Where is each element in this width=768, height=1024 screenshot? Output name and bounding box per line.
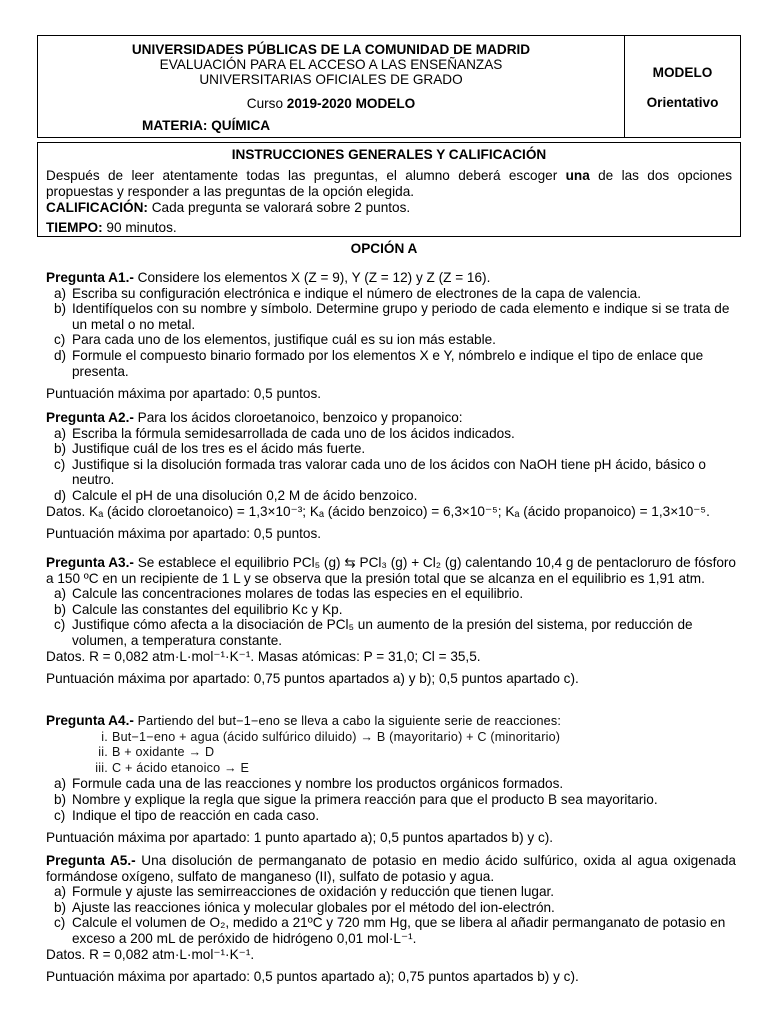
question-a4 [46,713,736,846]
item-text: Escriba la fórmula semidesarrollada de cada uno de los ácidos indicados. [72,425,515,441]
question-intro [46,853,736,884]
question-intro-text: Para los ácidos cloroetanoico, benzoico y propanoico: [133,410,463,425]
header-box [37,35,741,138]
list-item [46,792,736,808]
score-line: Puntuación máxima por apartado: 0,5 puntos. [46,386,322,402]
question-intro-text: Partiendo del but−1−eno se lleva a cabo la siguiente serie de reacciones: [133,714,562,728]
grading-text: Cada pregunta se valorará sobre 2 puntos. [147,200,411,215]
list-item [46,301,736,332]
question-intro-text: Se establece el equilibrio PCl₅ (g) ⇆ PCl₃ (g) + Cl₂ (g) calentando 10,4 g de pentacloruro de fósforo a 150 ºC en un recipiente de 1 L y se observa que la presión total que se alcanza en el equilibrio es 1,91 atm. [46,555,736,586]
grading-label: CALIFICACIÓN: [46,200,148,215]
item-text: Indique el tipo de reacción en cada caso. [72,807,320,823]
question-label: Pregunta A2.- [46,410,134,425]
item-letter: d) [54,487,67,503]
reaction-item [46,730,736,746]
reaction-item [46,745,736,761]
grading-line [38,200,740,216]
item-text: Formule y ajuste las semirreacciones de oxidación y reducción que tienen lugar. [72,884,555,900]
list-item [46,808,736,824]
item-letter: a) [54,285,67,301]
item-text: Identifíquelos con su nombre y símbolo. Determine grupo y periodo de cada elemento e indique si se trata de un metal o no metal. [72,301,730,332]
item-text: Nombre y explique la regla que sigue la primera reacción para que el producto B sea mayoritario. [72,791,658,807]
question-intro [46,555,736,586]
list-item [46,586,736,602]
item-text: Justifique cómo afecta a la disociación de PCl₅ un aumento de la presión del sistema, por reducción de volumen, a temperatura constante. [72,617,693,648]
instructions-text-bold: una [565,168,590,183]
header-right-cell [625,36,740,137]
data-line: Datos. R = 0,082 atm·L·mol⁻¹·K⁻¹. Masas atómicas: P = 31,0; Cl = 35,5. [46,648,481,664]
instructions-text-b: de las dos opciones propuestas y responder a las preguntas de la opción elegida. [46,168,732,199]
reaction-item [46,761,736,777]
time-line [38,220,740,236]
exam-title-line1: EVALUACIÓN PARA EL ACCESO A LAS ENSEÑANZAS [159,57,503,72]
item-letter: c) [54,807,66,823]
list-item [46,426,736,442]
item-letter: c) [54,332,66,348]
item-text: Ajuste las reacciones iónica y molecular globales por el método del ion-electrón. [72,899,555,915]
course-line [38,96,624,111]
item-letter: b) [54,301,67,317]
instructions-box [37,142,741,237]
list-item [46,900,736,916]
option-title: OPCIÓN A [350,241,418,256]
item-letter: c) [54,915,66,931]
reaction-number: iii. [95,760,108,775]
item-text: Calcule las constantes del equilibrio Kc y Kp. [72,601,343,617]
item-text: Justifique cuál de los tres es el ácido más fuerte. [72,441,366,457]
score-line: Puntuación máxima por apartado: 0,5 puntos apartado a); 0,75 puntos apartados b) y c). [46,969,579,985]
reaction-number: ii. [98,745,108,760]
reaction-text: But−1−eno + agua (ácido sulfúrico diluido) → B (mayoritario) + C (minoritario) [112,729,561,744]
subject-label: MATERIA: QUÍMICA [142,118,271,133]
score-line: Puntuación máxima por apartado: 1 punto apartado a); 0,5 puntos apartados b) y c). [46,830,554,846]
item-text: Escriba su configuración electrónica e indique el número de electrones de la capa de valencia. [72,285,642,301]
header-left-cell [38,36,625,137]
item-text: Justifique si la disolución formada tras valorar cada uno de los ácidos con NaOH tiene pH ácido, básico o neutro. [72,456,706,488]
list-item [46,457,736,488]
question-intro [46,713,736,730]
question-intro [46,410,736,426]
list-item [46,617,736,648]
model-label: MODELO [652,65,713,80]
time-text: 90 minutos. [102,220,177,235]
university-title: UNIVERSIDADES PÚBLICAS DE LA COMUNIDAD DE MADRID [131,42,531,57]
reaction-number: i. [101,729,108,744]
item-letter: a) [54,586,67,602]
item-letter: a) [54,776,67,792]
question-intro-text: Considere los elementos X (Z = 9), Y (Z = 12) y Z (Z = 16). [133,270,491,285]
list-item [46,332,736,348]
list-item [46,884,736,900]
reaction-text: B + oxidante → D [112,745,215,760]
item-text: Calcule las concentraciones molares de todas las especies en el equilibrio. [72,586,524,602]
item-text: Calcule el pH de una disolución 0,2 M de ácido benzoico. [72,487,418,503]
score-line: Puntuación máxima por apartado: 0,75 puntos apartados a) y b); 0,5 puntos apartado c). [46,671,579,687]
data-line: Datos. R = 0,082 atm·L·mol⁻¹·K⁻¹. [46,946,255,962]
item-letter: b) [54,601,67,617]
course-value: 2019-2020 MODELO [286,96,416,111]
list-item [46,488,736,504]
item-letter: b) [54,791,67,807]
item-letter: c) [54,617,66,633]
list-item [46,776,736,792]
question-intro [46,270,736,286]
item-text: Para cada uno de los elementos, justifique cuál es su ion más estable. [72,332,496,348]
question-label: Pregunta A4.- [46,713,134,728]
question-a2 [46,410,736,542]
instructions-text [38,168,740,200]
exam-title-line2: UNIVERSITARIAS OFICIALES DE GRADO [199,72,463,87]
item-letter: b) [54,899,67,915]
instructions-text-a: Después de leer atentamente todas las preguntas, el alumno deberá escoger [46,168,566,183]
reaction-text: C + ácido etanoico → E [112,760,250,775]
instructions-title: INSTRUCCIONES GENERALES Y CALIFICACIÓN [231,147,547,162]
item-letter: b) [54,441,67,457]
data-line: Datos. Kₐ (ácido cloroetanoico) = 1,3×10⁻³; Kₐ (ácido benzoico) = 6,3×10⁻⁵; Kₐ (ácido propanoico) = 1,3×10⁻⁵. [46,503,710,519]
list-item [46,602,736,618]
item-letter: d) [54,347,67,363]
item-text: Calcule el volumen de O₂, medido a 21ºC y 720 mm Hg, que se libera al añadir permanganato de potasio en exceso a 200 mL de peróxido de hidrógeno 0,01 mol·L⁻¹. [72,915,726,946]
item-letter: a) [54,884,67,900]
orientation-label: Orientativo [646,95,719,110]
item-letter: a) [54,425,67,441]
time-label: TIEMPO: [46,220,103,235]
list-item [46,915,736,946]
list-item [46,286,736,302]
item-letter: c) [54,456,66,472]
course-prefix: Curso [246,96,287,111]
question-a3 [46,555,736,687]
question-label: Pregunta A1.- [46,270,134,285]
list-item [46,348,736,379]
score-line: Puntuación máxima por apartado: 0,5 puntos. [46,526,322,542]
question-a5 [46,853,736,985]
question-label: Pregunta A5.- [46,853,136,868]
list-item [46,441,736,457]
question-label: Pregunta A3.- [46,555,134,570]
item-text: Formule cada una de las reacciones y nombre los productos orgánicos formados. [72,776,564,792]
question-intro-text: Una disolución de permanganato de potasio en medio ácido sulfúrico, oxida al agua oxigenada formándose oxígeno, sulfato de manganeso (II), sulfato de potasio y agua. [46,853,736,884]
question-a1 [46,270,736,402]
item-text: Formule el compuesto binario formado por los elementos X e Y, nómbrelo e indique el tipo de enlace que presenta. [72,347,704,379]
